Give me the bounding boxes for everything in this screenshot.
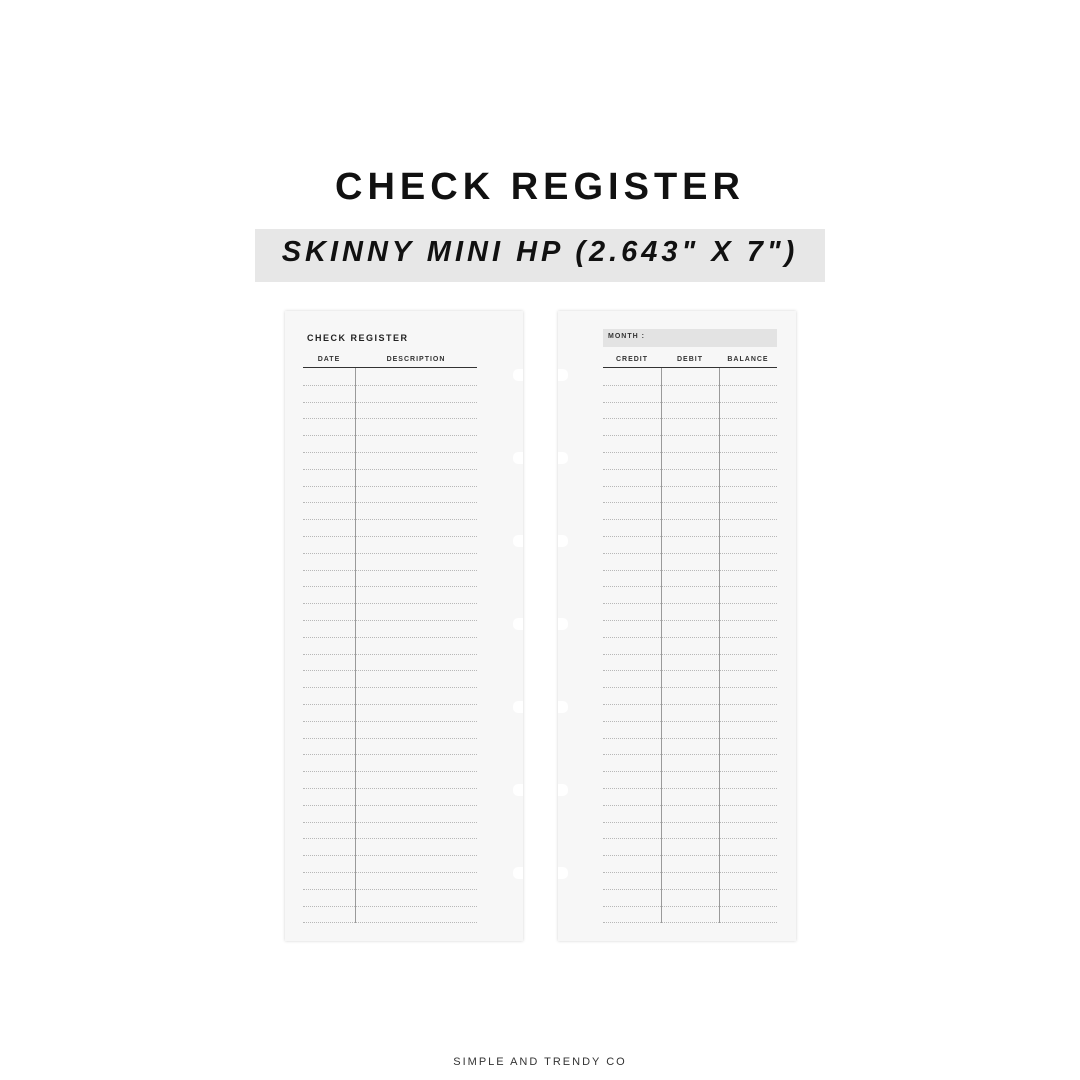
brand-footer: SIMPLE AND TRENDY CO: [453, 1056, 627, 1068]
ring-notch: [513, 535, 523, 547]
ruled-line: [303, 637, 477, 638]
ruled-line: [303, 435, 477, 436]
ruled-line: [303, 872, 477, 873]
ruled-line: [303, 586, 477, 587]
ruled-line: [303, 771, 477, 772]
ruled-line: [603, 738, 777, 739]
ruled-line: [303, 519, 477, 520]
ring-notch: [513, 618, 523, 630]
ruled-line: [303, 502, 477, 503]
ring-notch: [558, 701, 568, 713]
ruled-line: [603, 687, 777, 688]
ruled-line: [303, 570, 477, 571]
ruled-line: [603, 906, 777, 907]
ring-notch: [558, 784, 568, 796]
ruled-line: [603, 721, 777, 722]
ruled-line: [603, 435, 777, 436]
month-field: [603, 329, 777, 347]
ruled-line: [603, 536, 777, 537]
ruled-line: [603, 402, 777, 403]
ruled-line: [303, 805, 477, 806]
ruled-line: [303, 788, 477, 789]
ruled-line: [303, 889, 477, 890]
subtitle-band: [255, 229, 825, 282]
ruled-line: [303, 402, 477, 403]
month-label: MONTH :: [608, 333, 645, 340]
ruled-line: [603, 452, 777, 453]
ruled-line: [603, 889, 777, 890]
ruled-line: [303, 670, 477, 671]
ring-notch: [513, 867, 523, 879]
ruled-line: [303, 603, 477, 604]
ruled-line: [603, 570, 777, 571]
sheet-title: CHECK REGISTER: [307, 333, 409, 343]
ruled-line: [603, 754, 777, 755]
ruled-line: [603, 502, 777, 503]
ruled-line: [303, 654, 477, 655]
right-insert-page: [558, 311, 796, 941]
ruled-line: [603, 822, 777, 823]
ruled-line: [603, 469, 777, 470]
column-header-date: DATE: [317, 356, 341, 363]
ruled-line: [303, 469, 477, 470]
ruled-line: [303, 922, 477, 923]
ruled-line: [303, 704, 477, 705]
ruled-line: [603, 670, 777, 671]
ruled-line: [303, 754, 477, 755]
ruled-line: [303, 687, 477, 688]
ruled-line: [303, 486, 477, 487]
ring-notch: [558, 618, 568, 630]
ruled-line: [603, 805, 777, 806]
header-rule: [603, 367, 777, 368]
column-header-debit: DEBIT: [677, 356, 703, 363]
ruled-line: [603, 486, 777, 487]
ruled-line: [303, 536, 477, 537]
ring-notch: [513, 784, 523, 796]
ruled-line: [603, 603, 777, 604]
ruled-line: [303, 721, 477, 722]
ring-notch: [558, 369, 568, 381]
ruled-line: [603, 704, 777, 705]
ruled-line: [603, 838, 777, 839]
column-header-credit: CREDIT: [615, 356, 649, 363]
column-header-description: DESCRIPTION: [386, 356, 446, 363]
ruled-line: [303, 620, 477, 621]
header-rule: [303, 367, 477, 368]
ruled-line: [603, 872, 777, 873]
page-title: CHECK REGISTER: [335, 166, 745, 208]
ring-notch: [513, 701, 523, 713]
ruled-line: [303, 385, 477, 386]
ruled-line: [603, 385, 777, 386]
ruled-line: [603, 553, 777, 554]
ruled-line: [603, 586, 777, 587]
ruled-line: [303, 838, 477, 839]
ruled-line: [303, 452, 477, 453]
ruled-line: [303, 738, 477, 739]
ruled-line: [603, 922, 777, 923]
ruled-line: [603, 519, 777, 520]
ruled-line: [303, 418, 477, 419]
ruled-line: [303, 822, 477, 823]
ruled-line: [603, 637, 777, 638]
left-insert-page: [285, 311, 523, 941]
column-header-balance: BALANCE: [727, 356, 769, 363]
ruled-line: [603, 788, 777, 789]
ruled-line: [603, 654, 777, 655]
ring-notch: [558, 535, 568, 547]
ruled-line: [603, 771, 777, 772]
ruled-line: [603, 418, 777, 419]
ruled-line: [603, 620, 777, 621]
ring-notch: [558, 867, 568, 879]
ring-notch: [558, 452, 568, 464]
ruled-line: [303, 906, 477, 907]
ruled-line: [603, 855, 777, 856]
ring-notch: [513, 452, 523, 464]
subtitle: SKINNY MINI HP (2.643" X 7"): [281, 236, 799, 268]
ruled-line: [303, 855, 477, 856]
ring-notch: [513, 369, 523, 381]
ruled-line: [303, 553, 477, 554]
